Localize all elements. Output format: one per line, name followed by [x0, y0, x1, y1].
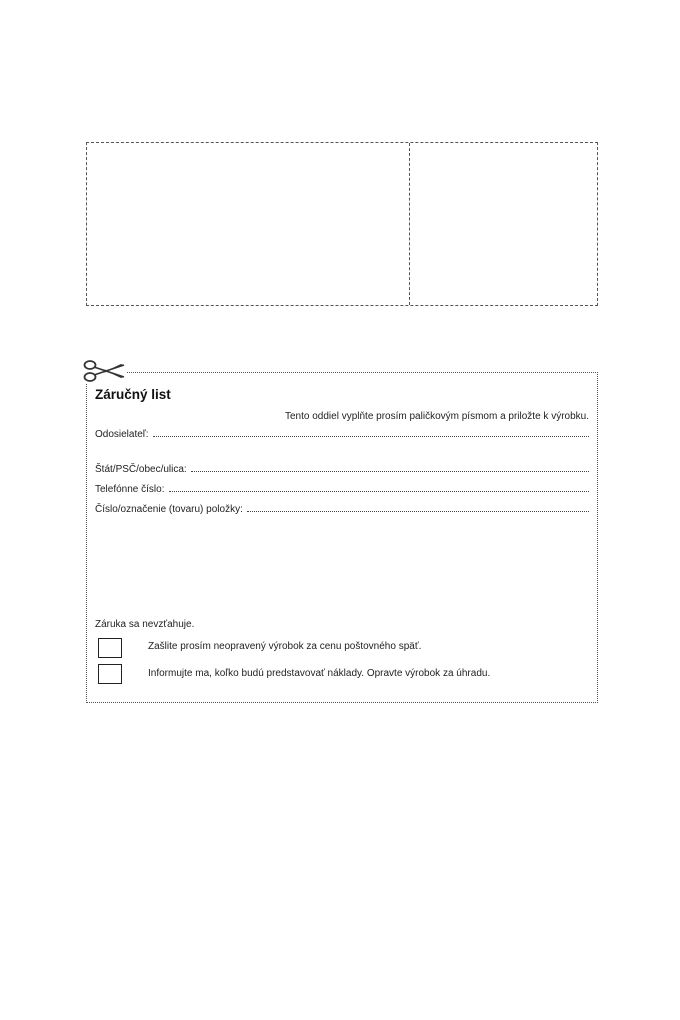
- paid-repair-label: Informujte ma, koľko budú predstavovať náklady. Opravte výrobok za úhradu.: [148, 668, 491, 679]
- warranty-note: Záruka sa nevzťahuje.: [95, 619, 195, 630]
- paid-repair-checkbox[interactable]: [98, 664, 122, 684]
- item-number-label: Číslo/označenie (tovaru) položky:: [95, 504, 243, 515]
- return-unrepaired-label: Zašlite prosím neopravený výrobok za cenu poštovného späť.: [148, 641, 422, 652]
- stamp-divider: [409, 143, 410, 305]
- item-number-field[interactable]: [95, 501, 589, 515]
- sender-input-line[interactable]: [153, 436, 589, 437]
- sender-field[interactable]: [95, 426, 589, 440]
- form-title: Záručný list: [95, 387, 171, 402]
- phone-field[interactable]: [95, 481, 589, 495]
- address-input-line[interactable]: [191, 471, 589, 472]
- sender-label: Odosielateľ:: [95, 429, 149, 440]
- return-unrepaired-checkbox[interactable]: [98, 638, 122, 658]
- scissors-icon: [82, 358, 126, 384]
- phone-input-line[interactable]: [169, 491, 590, 492]
- form-instruction: Tento oddiel vyplňte prosím paličkovým písmom a priložte k výrobku.: [284, 411, 589, 422]
- address-stamp-box: [86, 142, 598, 306]
- address-label: Štát/PSČ/obec/ulica:: [95, 464, 187, 475]
- item-number-input-line[interactable]: [247, 511, 589, 512]
- phone-label: Telefónne číslo:: [95, 484, 165, 495]
- address-field[interactable]: [95, 461, 589, 475]
